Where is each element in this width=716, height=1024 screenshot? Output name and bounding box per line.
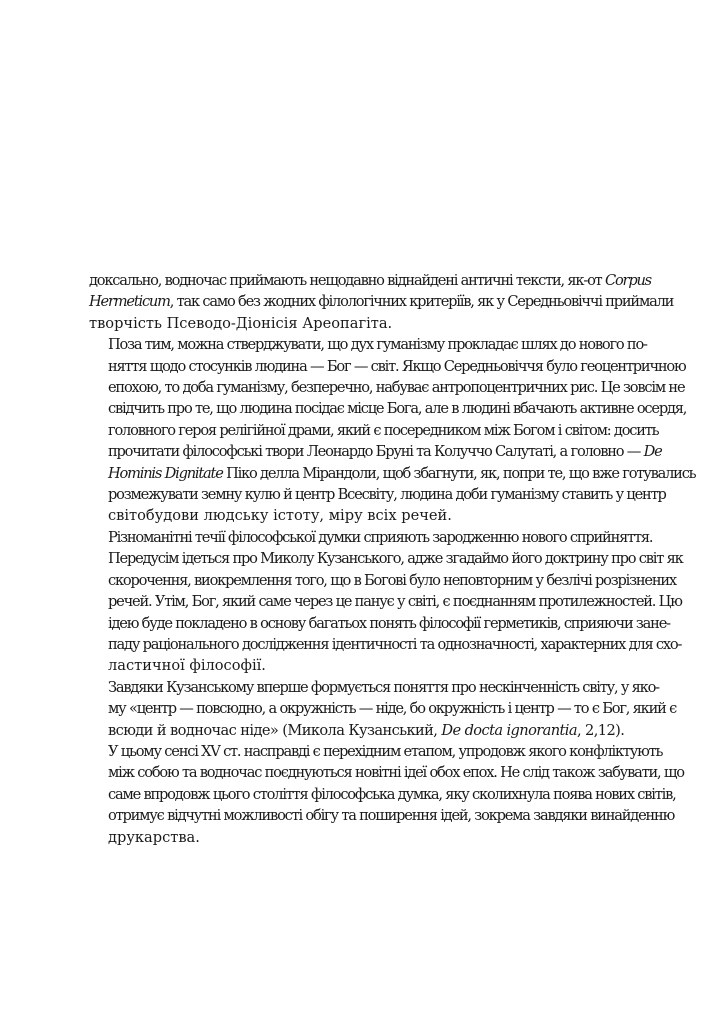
text-line (89, 677, 659, 698)
text-line (89, 291, 674, 312)
text-line (89, 527, 653, 548)
text-segment: ідею буде покладено в основу багатьох понять філософії герметиків, сприяючи зане- (108, 614, 670, 632)
text-line (89, 420, 659, 441)
text-line (89, 634, 682, 655)
text-segment: друкарства. (108, 828, 200, 846)
text-line (89, 570, 676, 591)
text-segment: ластичної філософії. (108, 657, 266, 675)
text-line (89, 313, 627, 334)
text-line (89, 613, 670, 634)
text-segment: речей. Утім, Бог, який саме через це панує у світі, є поєднанням протилежностей. Цю (108, 593, 682, 611)
italic-text: Hominis Dignitate (108, 464, 223, 482)
italic-text: Corpus (604, 272, 651, 289)
text-segment: Різноманітні течії філософської думки сприяють зародженню нового сприйняття. (108, 528, 653, 546)
paragraph (89, 270, 674, 334)
text-line (89, 463, 696, 484)
text-segment: прочитати філософські твори Леонардо Бруні та Колуччо Салутаті, а головно — (108, 443, 644, 461)
page-text-body (89, 270, 696, 848)
text-line (89, 655, 627, 676)
text-line (89, 505, 627, 526)
text-line (89, 334, 647, 355)
italic-text: Hermeticum (89, 293, 170, 311)
paragraph (89, 741, 684, 848)
text-segment: скорочення, виокремлення того, що в Богові було неповторним у безлічі розрізнених (108, 571, 676, 589)
text-segment: світобудови людську істоту, міру всіх речей. (108, 507, 452, 525)
text-line (89, 548, 683, 569)
text-segment: розмежувати земну кулю й центр Всесвіту, людина доби гуманізму ставить у центр (108, 486, 666, 504)
text-segment: отримує відчутні можливості обігу та поширення ідей, зокрема завдяки винайденню (108, 807, 675, 825)
text-segment: , так само без жодних філологічних критеріїв, як у Середньовіччі приймали (169, 293, 674, 311)
text-segment: Поза тим, можна стверджувати, що дух гуманізму прокладає шлях до нового по- (108, 336, 647, 354)
text-line (89, 827, 627, 848)
text-segment: творчість Псеводо-Діонісія Ареопагіта. (89, 314, 393, 332)
text-segment: саме впродовж цього століття філософська думка, яку сколихнула поява нових світів, (108, 785, 676, 803)
text-segment: му «центр — повсюдно, а окружність — ніде, бо окружність і центр — то є Бог, який є (108, 700, 677, 718)
text-segment: У цьому сенсі XV ст. насправді є перехідним етапом, упродовж якого конфліктують (108, 742, 663, 760)
text-segment: головного героя релігійної драми, який є посередником між Богом і світом: досить (108, 421, 659, 439)
text-line (89, 484, 666, 505)
italic-text: De (643, 443, 662, 461)
text-segment: між собою та водночас поєднуються новітні ідеї обох епох. Не слід також забувати, що (108, 764, 684, 782)
text-segment: паду раціонального дослідження ідентичності та однозначності, характерних для схо- (108, 635, 682, 653)
text-line (89, 784, 676, 805)
text-segment: няття щодо стосунків людина — Бог — світ. Якщо Середньовіччя було геоцентричною (108, 357, 686, 375)
text-line (89, 720, 627, 741)
text-segment: свідчить про те, що людина посідає місце Бога, але в людині вбачають активне осердя, (108, 400, 687, 418)
paragraph (89, 334, 696, 527)
paragraph (89, 527, 683, 677)
text-segment: Завдяки Кузанському вперше формується поняття про нескінченність світу, у яко- (108, 678, 659, 696)
italic-text: De docta ignorantia (441, 721, 577, 739)
text-line (89, 441, 662, 462)
text-segment: всюди й водночас ніде» (Микола Кузанський, (108, 721, 442, 739)
text-line (89, 741, 663, 762)
text-line (89, 591, 682, 612)
text-segment: , 2,12). (576, 721, 625, 739)
paragraph (89, 677, 677, 741)
text-line (89, 377, 685, 398)
text-segment: епохою, то доба гуманізму, безперечно, набуває антропоцентричних рис. Це зовсім не (108, 379, 685, 397)
text-line (89, 762, 684, 783)
text-segment: Піко делла Мірандоли, щоб збагнути, як, попри те, що вже готувались (222, 464, 696, 482)
text-line (89, 270, 651, 291)
text-segment: Передусім ідеться про Миколу Кузанського, адже згадаймо його доктрину про світ як (108, 550, 683, 568)
text-line (89, 356, 686, 377)
text-segment: доксально, водночас приймають нещодавно віднайдені античні тексти, як-от (89, 272, 605, 289)
text-line (89, 398, 687, 419)
text-line (89, 805, 675, 826)
text-line (89, 698, 677, 719)
